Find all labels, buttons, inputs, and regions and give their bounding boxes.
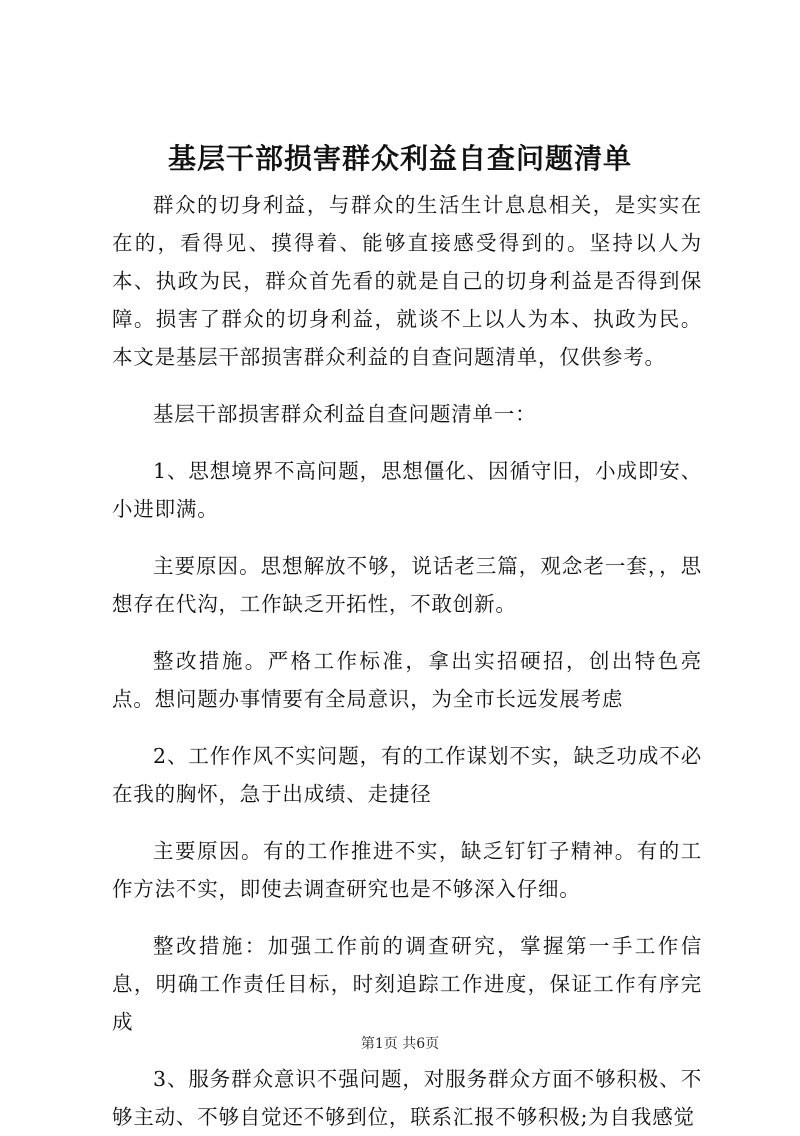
paragraph-list-heading: 基层干部损害群众利益自查问题清单一： <box>153 402 537 426</box>
paragraph-item-2-measures: 整改措施：加强工作前的调查研究，掌握第一手工作信息，明确工作责任目标，时刻追踪工作进度，保证工作有序完成 <box>112 934 702 1034</box>
paragraph-intro: 群众的切身利益，与群众的生活生计息息相关，是实实在在的，看得见、摸得着、能够直接感受得到的。坚持以人为本、执政为民，群众首先看的就是自己的切身利益是否得到保障。损害了群众的切身利益，就谈不上以人为本、执政为民。本文是基层干部损害群众利益的自查问题清单，仅供参考。 <box>112 193 702 369</box>
paragraph-item-2-cause: 主要原因。有的工作推进不实，缺乏钉钉子精神。有的工作方法不实，即使去调查研究也是不够深入仔细。 <box>112 839 702 901</box>
document-body <box>112 186 702 1136</box>
paragraph-item-1-cause: 主要原因。思想解放不够，说话老三篇，观念老一套，，思想存在代沟，工作缺乏开拓性，不敢创新。 <box>112 554 702 616</box>
page-footer: 第1页 共6页 <box>360 1036 440 1052</box>
paragraph-item-3: 3、服务群众意识不强问题，对服务群众方面不够积极、不够主动、不够自觉还不够到位，联系汇报不够积极;为自我感觉 <box>112 1067 702 1129</box>
paragraph-item-1-measures: 整改措施。严格工作标准，拿出实招硬招，创出特色亮点。想问题办事情要有全局意识，为全市长远发展考虑 <box>112 649 702 711</box>
page-title: 基层干部损害群众利益自查问题清单 <box>167 142 632 175</box>
paragraph-item-2: 2、工作作风不实问题，有的工作谋划不实，缺乏功成不必在我的胸怀，急于出成绩、走捷径 <box>112 744 702 806</box>
paragraph-item-1: 1、思想境界不高问题，思想僵化、因循守旧，小成即安、小进即满。 <box>112 459 702 521</box>
